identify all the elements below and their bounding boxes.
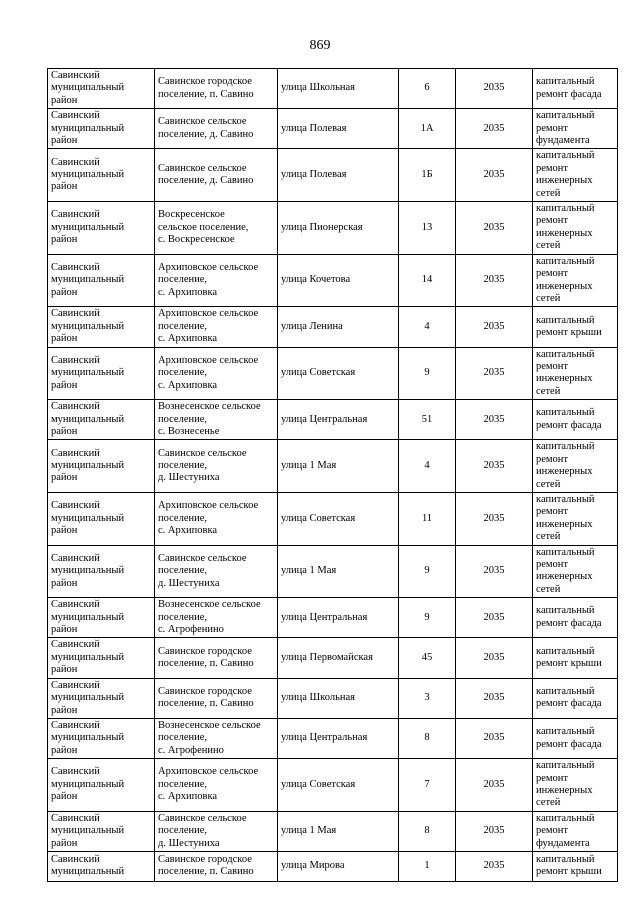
settlement-cell [155,598,278,638]
work-type-cell-line: сетей [536,187,561,199]
year-cell: 2035 [456,254,533,307]
house-number-cell: 45 [399,638,456,678]
year-cell: 2035 [456,678,533,718]
settlement-cell-line: Савинское сельское [158,116,247,128]
district-cell-line: муниципальный [51,82,125,94]
work-type-cell-line: инженерных [536,518,593,530]
district-cell-line: Савинский [51,854,100,866]
district-cell [48,678,155,718]
house-number-cell: 1А [399,109,456,149]
work-type-cell-line: ремонт [536,215,569,227]
table-row [48,254,618,307]
street-cell: улица Ленина [278,307,399,347]
settlement-cell [155,638,278,678]
year-cell: 2035 [456,69,533,109]
district-cell-line: район [51,135,78,147]
work-type-cell [533,811,618,851]
settlement-cell [155,493,278,546]
work-type-cell [533,400,618,440]
house-number-cell: 8 [399,811,456,851]
settlement-cell-line: поселение, п. Савино [158,698,254,710]
work-type-cell [533,440,618,493]
work-type-cell-line: ремонт [536,825,569,837]
year-cell: 2035 [456,718,533,758]
street-cell: улица Пионерская [278,202,399,255]
house-number-cell: 8 [399,718,456,758]
district-cell [48,254,155,307]
settlement-cell-line: поселение, п. Савино [158,88,254,100]
work-type-cell-line: ремонт фасада [536,738,602,750]
district-cell-line: муниципальный [51,413,125,425]
settlement-cell [155,109,278,149]
settlement-cell-line: с. Архиповка [158,379,218,391]
district-cell-line: муниципальный [51,651,125,663]
table-row [48,678,618,718]
district-cell-line: район [51,837,78,849]
work-type-cell-line: ремонт фасада [536,698,602,710]
street-cell: улица Кочетова [278,254,399,307]
settlement-cell-line: Савинское сельское [158,552,247,564]
year-cell: 2035 [456,149,533,202]
settlement-cell-line: Архиповское сельское [158,261,259,273]
work-type-cell-line: ремонт [536,559,569,571]
work-type-cell-line: капитальный [536,494,595,505]
work-type-cell-line: капитальный [536,150,595,162]
street-cell: улица 1 Мая [278,545,399,598]
work-type-cell-line: сетей [536,797,561,809]
settlement-cell-line: Савинское городское [158,854,252,866]
settlement-cell [155,759,278,812]
work-type-cell-line: ремонт [536,360,569,372]
year-cell: 2035 [456,400,533,440]
work-type-cell-line: капитальный [536,255,595,267]
settlement-cell [155,69,278,109]
work-type-cell-line: сетей [536,292,561,304]
work-type-cell-line: ремонт крыши [536,866,602,878]
district-cell-line: район [51,791,78,803]
settlement-cell-line: поселение, п. Савино [158,866,254,878]
street-cell: улица Советская [278,759,399,812]
work-type-cell-line: ремонт крыши [536,326,602,338]
settlement-cell-line: поселение, [158,512,208,524]
work-type-cell-line: капитальный [536,645,595,657]
year-cell: 2035 [456,638,533,678]
work-type-cell-line: капитальный [536,314,595,326]
district-cell-line: муниципальный [51,122,125,134]
house-number-cell: 7 [399,759,456,812]
settlement-cell-line: Савинское городское [158,685,252,697]
settlement-cell [155,811,278,851]
district-cell [48,400,155,440]
work-type-cell [533,493,618,546]
settlement-cell-line: Савинское сельское [158,447,247,459]
work-type-cell [533,851,618,881]
year-cell: 2035 [456,811,533,851]
district-cell-line: муниципальный [51,732,125,744]
settlement-cell-line: поселение, [158,732,208,744]
district-cell-line: муниципальный [51,866,125,878]
district-cell-line: муниципальный [51,459,125,471]
district-cell [48,307,155,347]
work-type-cell-line: ремонт [536,122,569,134]
house-number-cell: 11 [399,493,456,546]
settlement-cell [155,851,278,881]
district-cell-line: Савинский [51,812,100,824]
district-cell-line: Савинский [51,110,100,122]
work-type-cell [533,678,618,718]
settlement-cell [155,400,278,440]
table-row [48,69,618,109]
house-number-cell: 9 [399,545,456,598]
work-type-cell [533,307,618,347]
settlement-cell-line: поселение, [158,611,208,623]
district-cell-line: муниципальный [51,367,125,379]
work-type-cell [533,718,618,758]
work-type-cell-line: ремонт [536,772,569,784]
district-cell-line: район [51,425,78,437]
street-cell: улица Мирова [278,851,399,881]
settlement-cell-line: Савинское городское [158,76,252,88]
table-row [48,811,618,851]
settlement-cell-line: с. Агрофенино [158,624,224,636]
work-type-cell [533,347,618,400]
settlement-cell-line: Архиповское сельское [158,354,259,366]
settlement-cell-line: Вознесенское сельское [158,719,261,731]
settlement-cell-line: поселение, д. Савино [158,175,254,187]
settlement-cell-line: поселение, п. Савино [158,658,254,670]
work-type-cell-line: капитальный [536,76,595,88]
work-type-cell-line: сетей [536,583,561,595]
settlement-cell-line: поселение, [158,825,208,837]
district-cell-line: район [51,525,78,537]
district-cell-line: Савинский [51,261,100,273]
work-type-cell-line: капитальный [536,854,595,866]
district-cell-line: Савинский [51,639,100,651]
year-cell: 2035 [456,109,533,149]
table-row [48,440,618,493]
district-cell [48,202,155,255]
settlement-cell-line: поселение, [158,413,208,425]
settlement-cell-line: Савинское сельское [158,162,247,174]
settlement-cell-line: поселение, [158,274,208,286]
work-type-cell-line: ремонт [536,453,569,465]
work-type-cell-line: капитальный [536,407,595,419]
settlement-cell-line: Савинское сельское [158,812,247,824]
table-body [48,69,618,882]
work-type-cell-line: капитальный [536,812,595,824]
district-cell [48,347,155,400]
district-cell-line: Савинский [51,679,100,691]
settlement-cell [155,545,278,598]
year-cell: 2035 [456,598,533,638]
work-type-cell-line: инженерных [536,784,593,796]
work-type-cell-line: капитальный [536,110,595,122]
settlement-cell [155,718,278,758]
settlement-cell [155,307,278,347]
district-cell-line: муниципальный [51,778,125,790]
house-number-cell: 9 [399,347,456,400]
district-cell-line: Савинский [51,209,100,221]
district-cell-line: муниципальный [51,565,125,577]
district-cell [48,851,155,881]
district-cell-line: район [51,577,78,589]
settlement-cell-line: с. Архиповка [158,525,218,537]
district-cell-line: Савинский [51,766,100,778]
settlement-cell-line: поселение, [158,320,208,332]
district-cell-line: район [51,704,78,716]
settlement-cell-line: Архиповское сельское [158,766,259,778]
work-type-cell-line: сетей [536,478,561,490]
settlement-cell-line: Вознесенское сельское [158,599,261,611]
settlement-cell [155,678,278,718]
district-cell-line: район [51,94,78,106]
street-cell: улица Советская [278,347,399,400]
settlement-cell-line: с. Воскресенское [158,234,235,246]
district-cell [48,149,155,202]
work-type-cell [533,545,618,598]
settlement-cell-line: Архиповское сельское [158,500,259,512]
year-cell: 2035 [456,307,533,347]
street-cell: улица Полевая [278,109,399,149]
table-row [48,307,618,347]
settlement-cell-line: с. Вознесенье [158,425,220,437]
table-row [48,638,618,678]
district-cell-line: Савинский [51,552,100,564]
settlement-cell-line: д. Шестуниха [158,577,220,589]
work-type-cell-line: ремонт фасада [536,617,602,629]
district-cell [48,493,155,546]
settlement-cell-line: сельское поселение, [158,221,249,233]
work-type-cell-line: инженерных [536,280,593,292]
street-cell: улица Центральная [278,718,399,758]
street-cell: улица Школьная [278,678,399,718]
year-cell: 2035 [456,759,533,812]
settlement-cell-line: поселение, д. Савино [158,128,254,140]
settlement-cell-line: Воскресенское [158,209,225,221]
table-row [48,545,618,598]
work-type-cell-line: ремонт фасада [536,419,602,431]
work-type-cell-line: ремонт фасада [536,88,602,100]
settlement-cell-line: поселение, [158,367,208,379]
district-cell-line: муниципальный [51,692,125,704]
work-type-cell-line: капитальный [536,203,595,215]
district-cell-line: Савинский [51,401,100,413]
district-cell-line: Савинский [51,599,100,611]
work-type-cell-line: ремонт [536,162,569,174]
district-cell-line: муниципальный [51,611,125,623]
district-cell-line: район [51,379,78,391]
district-cell-line: Савинский [51,447,100,459]
table-row [48,718,618,758]
district-cell-line: Савинский [51,719,100,731]
house-number-cell: 3 [399,678,456,718]
work-type-cell-line: инженерных [536,373,593,385]
street-cell: улица Первомайская [278,638,399,678]
district-cell [48,598,155,638]
table-row [48,149,618,202]
district-cell-line: район [51,286,78,298]
settlement-cell-line: д. Шестуниха [158,837,220,849]
house-number-cell: 4 [399,307,456,347]
work-type-cell-line: капитальный [536,546,595,558]
house-number-cell: 6 [399,69,456,109]
house-number-cell: 14 [399,254,456,307]
district-cell [48,718,155,758]
district-cell [48,811,155,851]
settlement-cell-line: с. Архиповка [158,333,218,345]
work-type-cell [533,202,618,255]
settlement-cell-line: Вознесенское сельское [158,401,261,413]
district-cell-line: район [51,234,78,246]
street-cell: улица 1 Мая [278,811,399,851]
year-cell: 2035 [456,347,533,400]
settlement-cell-line: поселение, [158,459,208,471]
table-row [48,347,618,400]
house-number-cell: 4 [399,440,456,493]
page-number: 869 [309,38,331,53]
settlement-cell [155,347,278,400]
district-cell [48,109,155,149]
settlement-cell [155,149,278,202]
district-cell-line: Савинский [51,70,100,81]
house-number-cell: 13 [399,202,456,255]
district-cell-line: Савинский [51,156,100,168]
work-type-cell [533,109,618,149]
district-cell-line: муниципальный [51,320,125,332]
table-row [48,851,618,881]
district-cell [48,638,155,678]
settlement-cell-line: с. Архиповка [158,791,218,803]
work-type-cell-line: сетей [536,385,561,397]
district-cell-line: район [51,181,78,193]
house-number-cell: 1 [399,851,456,881]
work-type-cell-line: капитальный [536,605,595,617]
settlement-cell-line: с. Агрофенино [158,744,224,756]
work-type-cell-line: инженерных [536,175,593,187]
district-cell-line: Савинский [51,354,100,366]
street-cell: улица 1 Мая [278,440,399,493]
work-type-cell-line: инженерных [536,466,593,478]
district-cell-line: муниципальный [51,221,125,233]
house-number-cell: 51 [399,400,456,440]
street-cell: улица Советская [278,493,399,546]
street-cell: улица Центральная [278,598,399,638]
table-row [48,598,618,638]
district-cell [48,69,155,109]
settlement-cell [155,440,278,493]
work-type-cell-line: инженерных [536,571,593,583]
work-type-cell-line: капитальный [536,760,595,772]
house-number-cell: 9 [399,598,456,638]
district-cell-line: район [51,744,78,756]
year-cell: 2035 [456,493,533,546]
work-type-cell-line: ремонт крыши [536,658,602,670]
district-cell-line: район [51,472,78,484]
work-type-cell-line: капитальный [536,685,595,697]
settlement-cell-line: Савинское городское [158,645,252,657]
district-cell [48,440,155,493]
table-row [48,109,618,149]
district-cell-line: район [51,664,78,676]
work-type-cell-line: капитальный [536,441,595,453]
work-type-cell-line: сетей [536,240,561,252]
year-cell: 2035 [456,851,533,881]
table-row [48,202,618,255]
district-cell-line: муниципальный [51,825,125,837]
work-type-cell-line: капитальный [536,348,595,360]
district-cell-line: муниципальный [51,512,125,524]
settlement-cell-line: с. Архиповка [158,286,218,298]
table-row [48,400,618,440]
work-type-cell-line: фундамента [536,837,590,849]
district-cell-line: муниципальный [51,274,125,286]
work-type-cell [533,759,618,812]
work-type-cell-line: фундамента [536,135,590,147]
work-type-cell [533,69,618,109]
work-type-cell-line: сетей [536,531,561,543]
district-cell-line: район [51,333,78,345]
district-cell-line: муниципальный [51,169,125,181]
table-row [48,493,618,546]
district-cell-line: район [51,624,78,636]
settlement-cell-line: поселение, [158,565,208,577]
street-cell: улица Полевая [278,149,399,202]
street-cell: улица Центральная [278,400,399,440]
settlement-cell [155,202,278,255]
year-cell: 2035 [456,545,533,598]
work-type-cell [533,149,618,202]
year-cell: 2035 [456,202,533,255]
work-type-cell-line: капитальный [536,726,595,738]
house-number-cell: 1Б [399,149,456,202]
settlement-cell-line: поселение, [158,778,208,790]
table-row [48,759,618,812]
settlement-cell [155,254,278,307]
district-cell-line: Савинский [51,308,100,320]
settlement-cell-line: д. Шестуниха [158,472,220,484]
year-cell: 2035 [456,440,533,493]
work-type-cell [533,638,618,678]
street-cell: улица Школьная [278,69,399,109]
work-type-cell-line: инженерных [536,227,593,239]
district-cell [48,545,155,598]
district-cell [48,759,155,812]
work-type-cell-line: ремонт [536,268,569,280]
work-type-cell [533,598,618,638]
housing-repair-table [47,68,618,882]
district-cell-line: Савинский [51,500,100,512]
work-type-cell [533,254,618,307]
work-type-cell-line: ремонт [536,506,569,518]
settlement-cell-line: Архиповское сельское [158,308,259,320]
